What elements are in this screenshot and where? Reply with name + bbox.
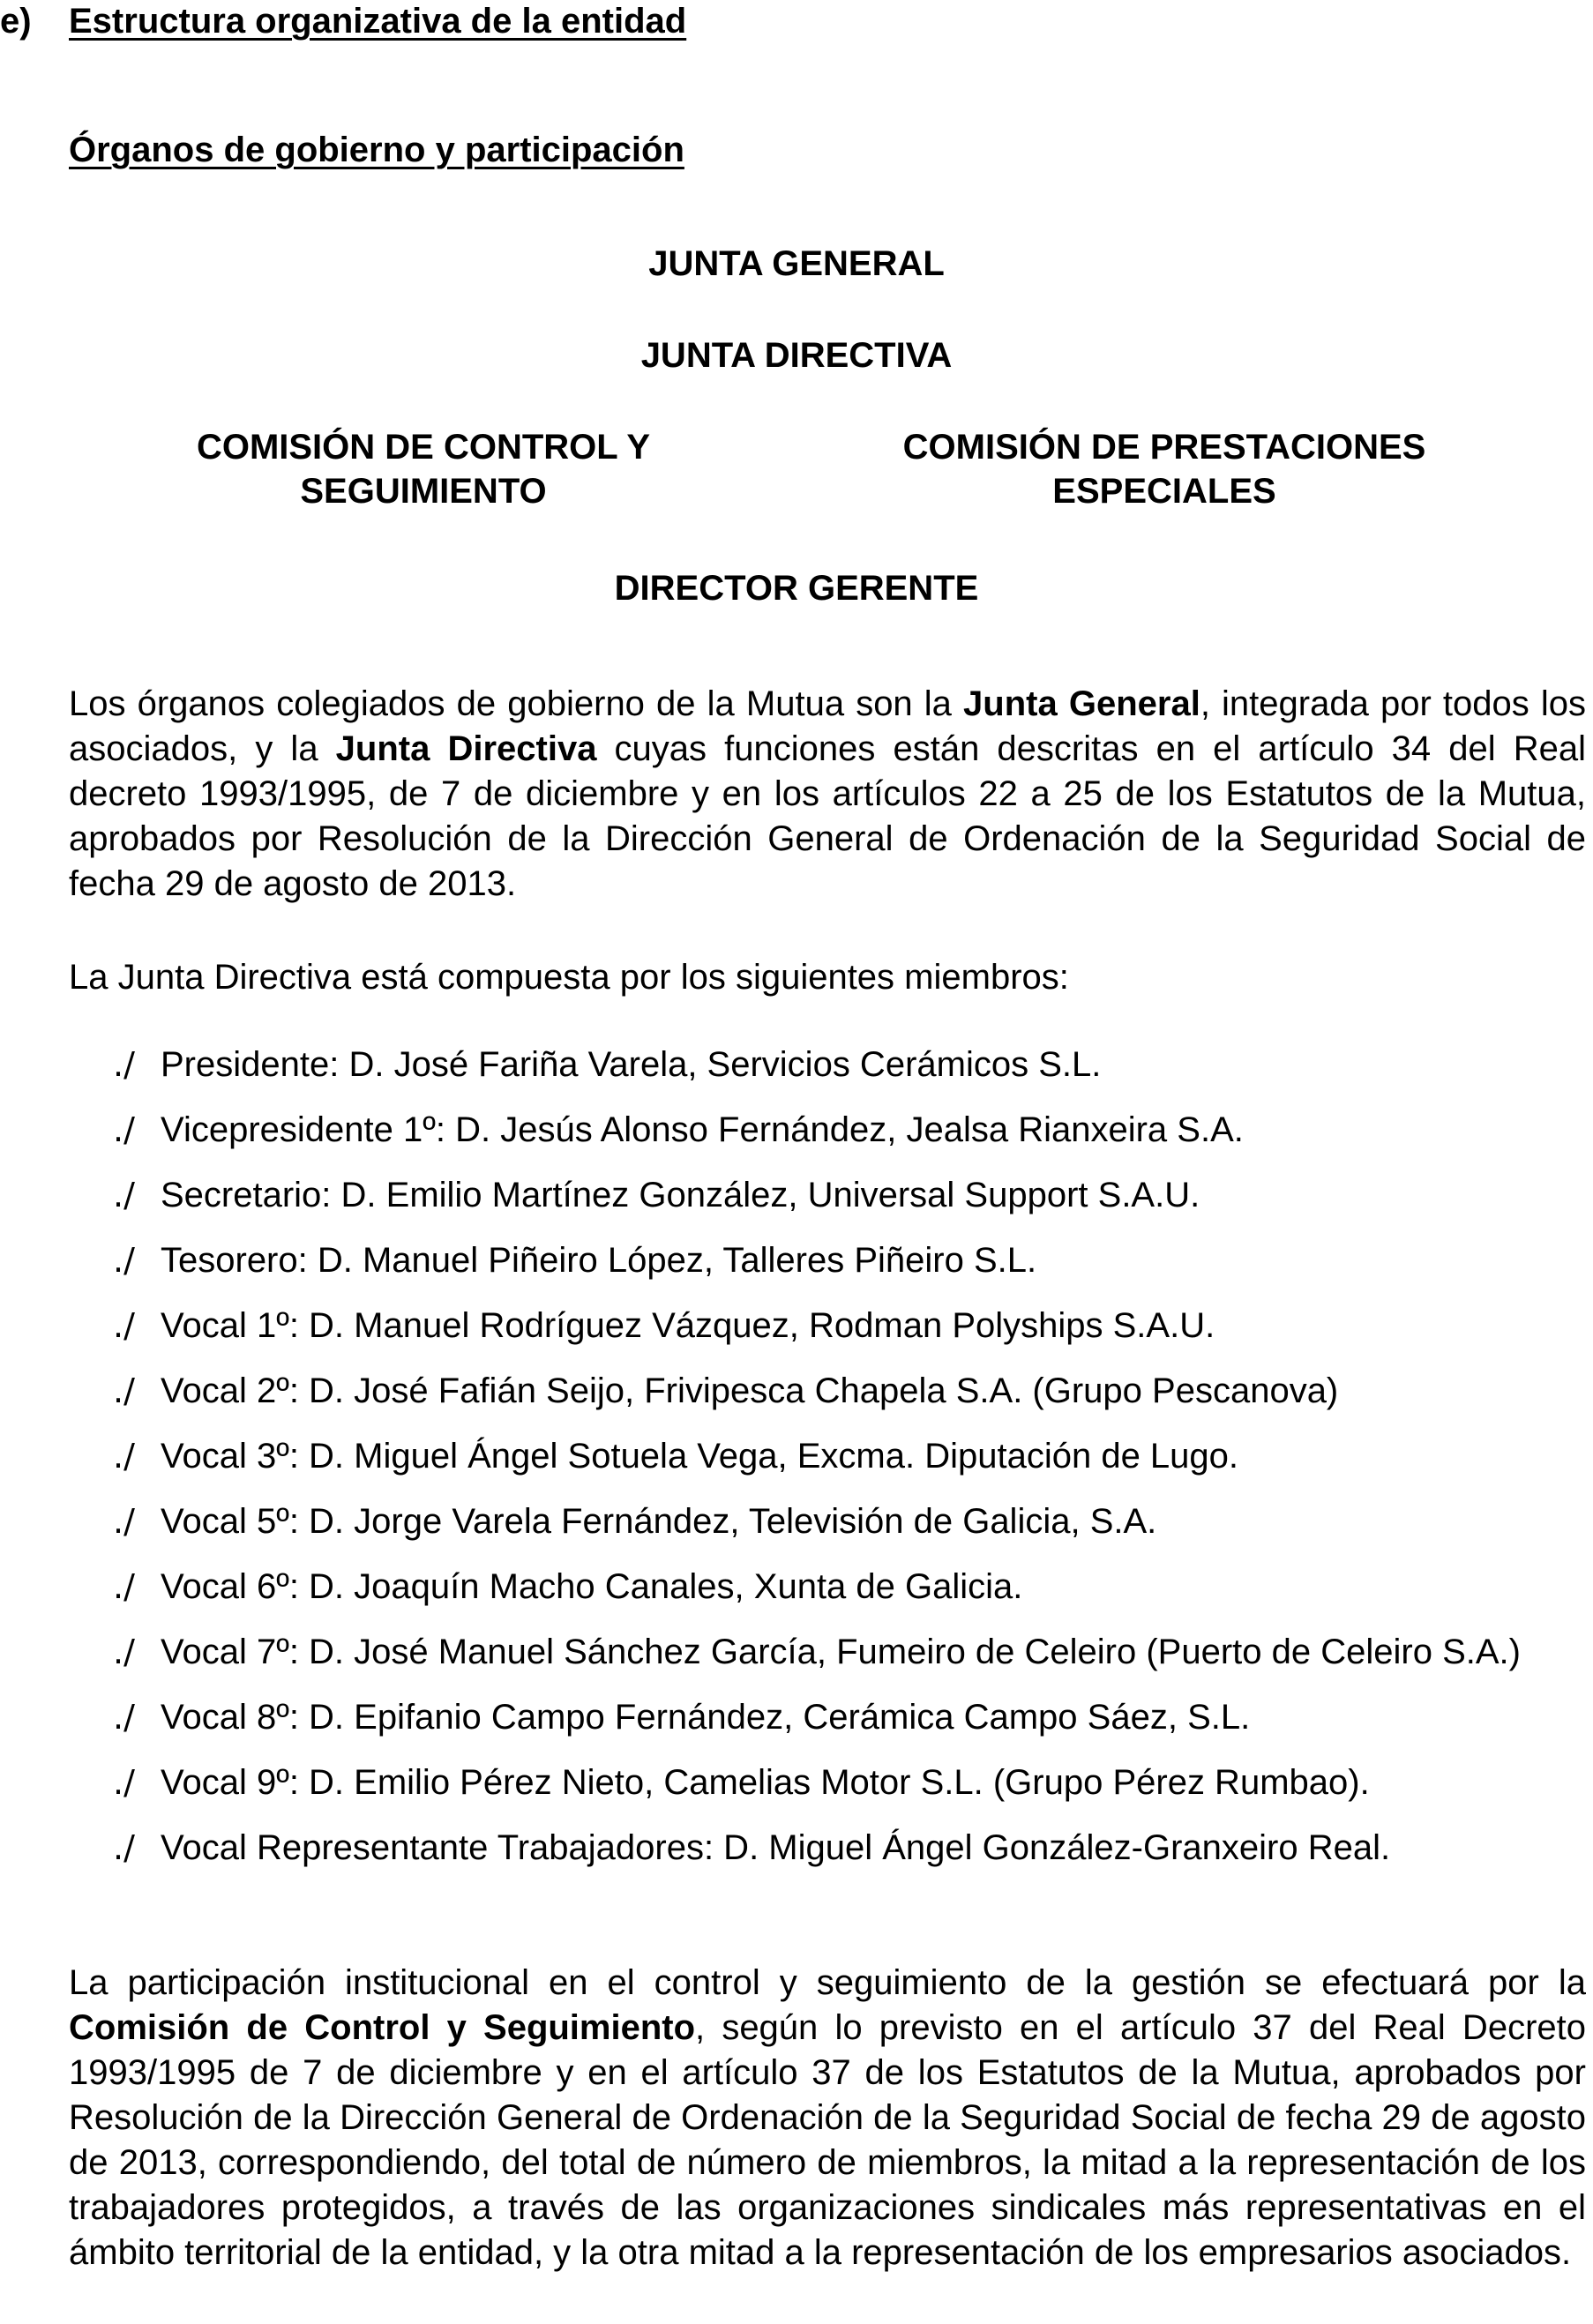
list-item — [113, 1435, 1572, 1478]
member-text: Vocal 1º: D. Manuel Rodríguez Vázquez, Rodman Polyships S.A.U. — [161, 1306, 1215, 1345]
bold-junta-general: Junta General — [963, 684, 1200, 723]
org-director-gerente: DIRECTOR GERENTE — [614, 569, 979, 608]
org-comision-control: COMISIÓN DE CONTROL Y SEGUIMIENTO — [196, 428, 651, 511]
list-item — [113, 1631, 1572, 1674]
member-text: Vocal 3º: D. Miguel Ángel Sotuela Vega, Excma. Diputación de Lugo. — [161, 1437, 1239, 1476]
member-text: Vocal Representante Trabajadores: D. Miguel Ángel González-Granxeiro Real. — [161, 1828, 1391, 1867]
bullet-marker: ./ — [113, 1698, 135, 1737]
member-text: Vicepresidente 1º: D. Jesús Alonso Fernández, Jealsa Rianxeira S.A. — [161, 1110, 1244, 1149]
list-item — [113, 1239, 1572, 1282]
paragraph-text: La participación institucional en el control y seguimiento de la gestión se efectuará por la — [69, 1963, 1586, 2002]
bullet-marker: ./ — [113, 1241, 135, 1280]
paragraph-junta-intro: La Junta Directiva está compuesta por los siguientes miembros: — [69, 958, 1069, 997]
paragraph-text: , según lo previsto en el artículo 37 del Real Decreto 1993/1995 de 7 de diciembre y en el artículo 37 de los Estatutos de la Mutua, aprobados por Resolución de la Dirección General de Ordenación de la Seguridad Social de fecha 29 de agosto de 2013, correspondiendo, del total de número de miembros, la mitad a la representación de los trabajadores protegidos, a través de las organizaciones sindicales más representativas en el ámbito territorial de la entidad, y la otra mitad a la representación de los empresarios asociados. — [69, 2008, 1586, 2272]
bold-junta-directiva: Junta Directiva — [335, 729, 597, 768]
member-text: Vocal 6º: D. Joaquín Macho Canales, Xunta de Galicia. — [161, 1567, 1023, 1606]
bullet-marker: ./ — [113, 1045, 135, 1084]
member-text: Vocal 5º: D. Jorge Varela Fernández, Televisión de Galicia, S.A. — [161, 1502, 1157, 1541]
org-junta-general: JUNTA GENERAL — [648, 244, 945, 283]
member-text: Secretario: D. Emilio Martínez González, Universal Support S.A.U. — [161, 1176, 1200, 1214]
paragraph-text: Los órganos colegiados de gobierno de la Mutua son la — [69, 684, 964, 723]
member-text: Vocal 9º: D. Emilio Pérez Nieto, Camelias Motor S.L. (Grupo Pérez Rumbao). — [161, 1763, 1370, 1802]
list-item — [113, 1174, 1572, 1217]
list-item — [113, 1500, 1572, 1543]
list-item — [113, 1109, 1572, 1152]
org-junta-directiva: JUNTA DIRECTIVA — [640, 336, 953, 375]
list-item — [113, 1761, 1572, 1805]
list-item — [113, 1370, 1572, 1413]
section-heading — [0, 2, 686, 41]
member-text: Vocal 8º: D. Epifanio Campo Fernández, Cerámica Campo Sáez, S.L. — [161, 1698, 1251, 1737]
paragraph-comision-control — [69, 1961, 1586, 2275]
bullet-marker: ./ — [113, 1763, 135, 1802]
section-letter: e) — [0, 2, 32, 41]
members-list — [113, 1043, 1572, 1892]
bullet-marker: ./ — [113, 1306, 135, 1345]
bullet-marker: ./ — [113, 1502, 135, 1541]
list-item — [113, 1827, 1572, 1870]
bullet-marker: ./ — [113, 1633, 135, 1671]
section-title: Estructura organizativa de la entidad — [69, 2, 687, 41]
member-text: Vocal 7º: D. José Manuel Sánchez García, Fumeiro de Celeiro (Puerto de Celeiro S.A.) — [161, 1633, 1521, 1671]
bullet-marker: ./ — [113, 1176, 135, 1214]
bullet-marker: ./ — [113, 1828, 135, 1867]
subsection-title: Órganos de gobierno y participación — [69, 131, 684, 169]
bullet-marker: ./ — [113, 1371, 135, 1410]
org-comision-prestaciones: COMISIÓN DE PRESTACIONES ESPECIALES — [902, 428, 1426, 511]
list-item — [113, 1043, 1572, 1087]
paragraph-text: , integrada por todos los asociados, y la — [69, 684, 1586, 768]
bullet-marker: ./ — [113, 1567, 135, 1606]
bold-comision-control: Comisión de Control y Seguimiento — [69, 2008, 696, 2047]
member-text: Presidente: D. José Fariña Varela, Servicios Cerámicos S.L. — [161, 1045, 1102, 1084]
bullet-marker: ./ — [113, 1110, 135, 1149]
list-item — [113, 1304, 1572, 1348]
list-item — [113, 1566, 1572, 1609]
member-text: Tesorero: D. Manuel Piñeiro López, Talleres Piñeiro S.L. — [161, 1241, 1037, 1280]
list-item — [113, 1696, 1572, 1739]
paragraph-text: cuyas funciones están descritas en el artículo 34 del Real decreto 1993/1995, de 7 de diciembre y en los artículos 22 a 25 de los Estatutos de la Mutua, aprobados por Resolución de la Dirección General de Ordenación de la Seguridad Social de fecha 29 de agosto de 2013. — [69, 729, 1587, 903]
member-text: Vocal 2º: D. José Fafián Seijo, Frivipesca Chapela S.A. (Grupo Pescanova) — [161, 1371, 1339, 1410]
paragraph-organos — [69, 682, 1586, 907]
bullet-marker: ./ — [113, 1437, 135, 1476]
